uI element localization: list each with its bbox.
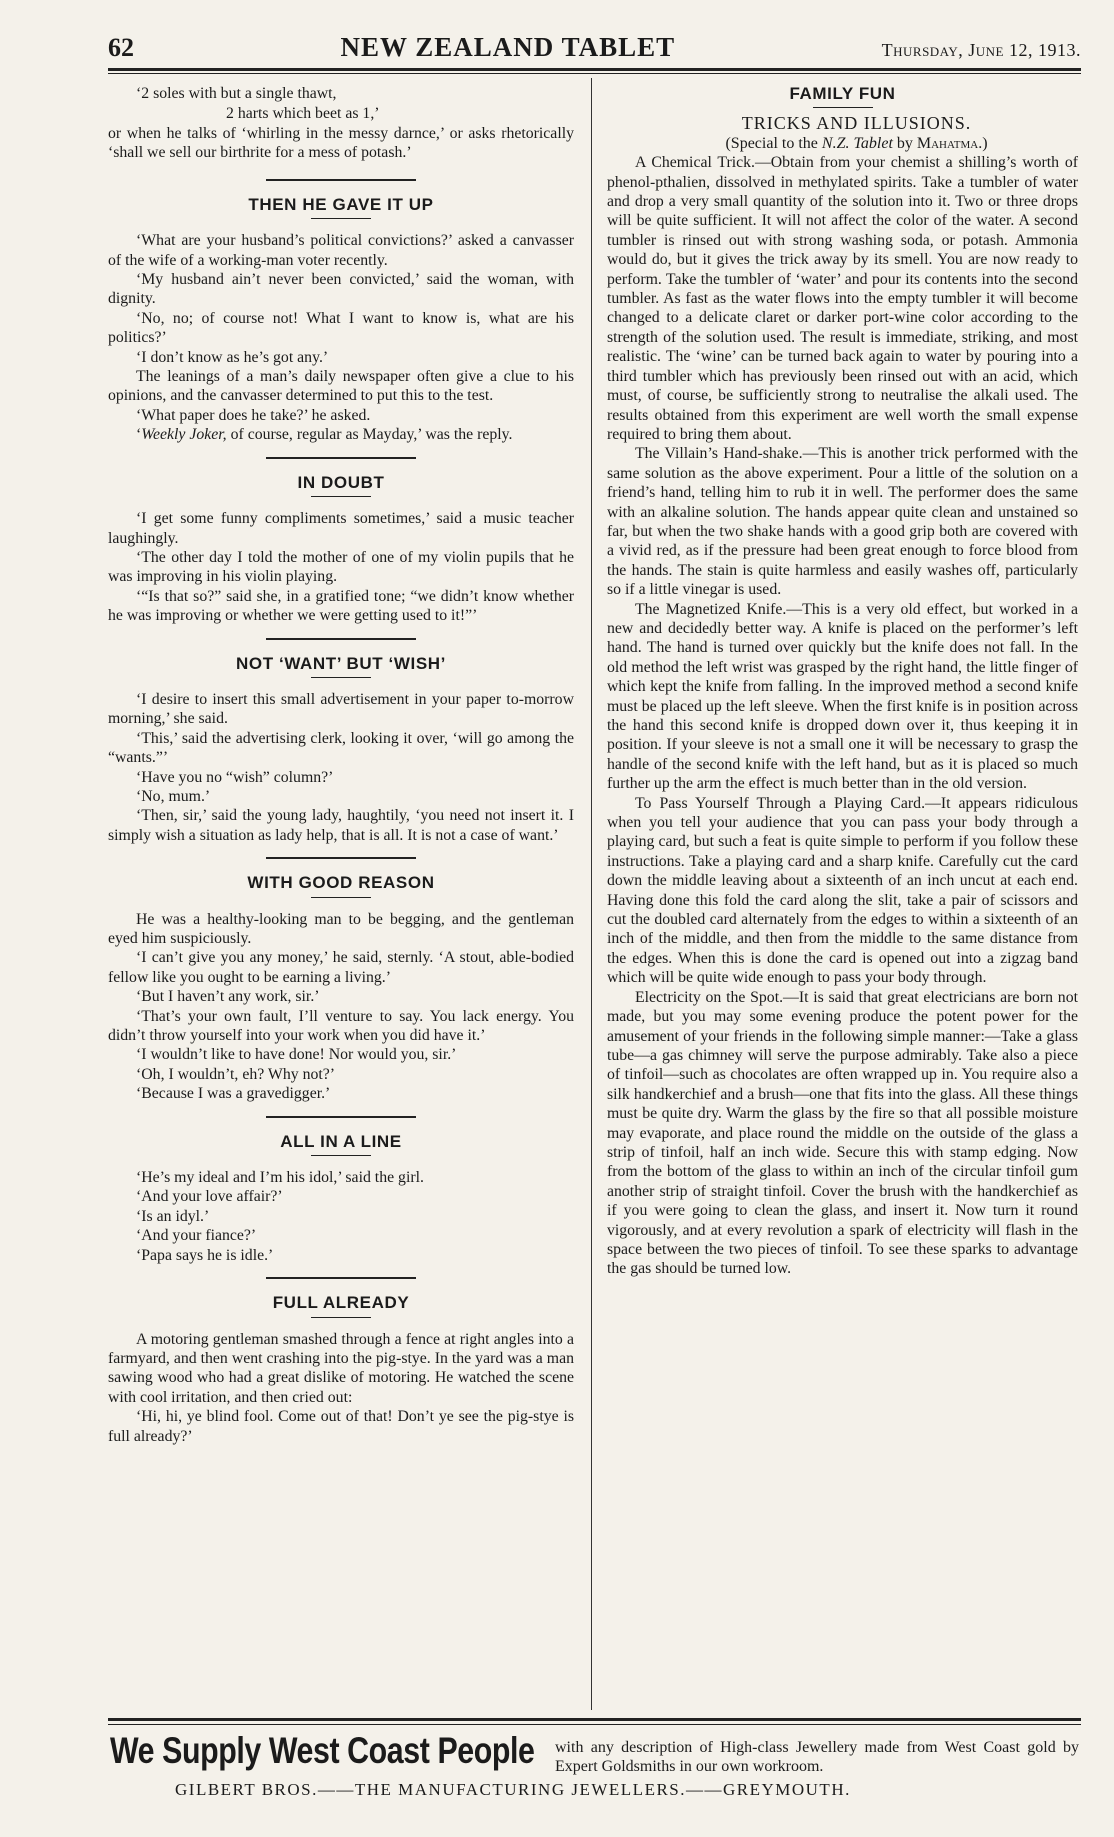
paragraph: The Villain’s Hand-shake.—This is another trick performed with the same solution as the above experiment. Pour a little of the solution on a friend’s hand, telling him to rub it in well. The performer does the same with an alkaline solution. The hands appear quite clean and unstained so far, but when the two shake hands with a good grip both are covered with a vivid red, as if the pressure had been great enough to force blood from the hands. The stain is quite harmless and easily washes off, particularly so if a little vinegar is used. [607,445,1078,599]
paragraph: ‘I can’t give you any money,’ he said, sternly. ‘A stout, able-bodied fellow like you ought to be earning a living.’ [108,949,574,986]
paragraph: ‘Papa says he is idle.’ [136,1246,274,1264]
paragraph: ‘He’s my ideal and I’m his idol,’ said the girl. [136,1169,424,1187]
column-divider [591,78,592,1710]
paragraph: To Pass Yourself Through a Playing Card.—It appears ridiculous when you tell your audience that you can pass your body through a playing card, but such a feat is quite simple to perform if you follow these instructions. Take a playing card and a sharp knife. Carefully cut the card down the middle leaving about a sixteenth of an inch uncut at each end. Having done this fold the card along the slit, take a pair of scissors and cut the doubled card alternately from the edges to within a sixteenth of an inch of the middle, and then from the middle to the same distance from the edges. When this is done the card is opened out into a zigzag band which will be quite wide enough to pass your body through. [607,794,1078,987]
intro-paragraph: or when he talks of ‘whirling in the messy darnce,’ or asks rhetorically ‘shall we sell our birthrite for a mess of potash.’ [108,125,574,162]
page-number: 62 [108,33,134,62]
paragraph: ‘And your love affair?’ [136,1188,283,1206]
header-rule-thin [108,73,1081,74]
paragraph: ‘I don’t know as he’s got any.’ [136,348,329,366]
paragraph: The leanings of a man’s daily newspaper often give a clue to his opinions, and the canvasser determined to put this to the test. [108,368,574,405]
advert-rule [108,1718,1081,1721]
paragraph: ‘And your fiance?’ [136,1227,257,1245]
paragraph: ‘Weekly Joker, of course, regular as Mayday,’ was the reply. [136,426,513,444]
paragraph: The Magnetized Knife.—This is a very old effect, but worked in a new and decidedly better way. A knife is placed on the performer’s left hand. The hand is turned over quickly but the knife does not fall. In the old method the left wrist was grasped by the right hand, the little finger of which kept the knife from falling. In the improved method a second knife must be placed up the left sleeve. When the first knife is in position across the hand this second knife is dropped down over it, thus keeping it in position. If your sleeve is not a small one it will be necessary to grasp the handle of the second knife with the left hand, but as it is placed so much further up the arm the effect is much better than in the old version. [607,600,1078,793]
article-credit: (Special to the N.Z. Tablet by Mahatma.) [725,134,988,152]
paragraph: ‘Oh, I wouldn’t, eh? Why not?’ [136,1065,336,1083]
section-title: THEN HE GAVE IT UP [248,194,434,214]
advert-footer: GILBERT BROS.——THE MANUFACTURING JEWELLERS.——GREYMOUTH. [175,1780,851,1799]
paragraph: ‘Then, sir,’ said the young lady, haughtily, ‘you need not insert it. I simply wish a situation as lady help, that is all. It is not a case of want.’ [108,807,574,844]
section-title: NOT ‘WANT’ BUT ‘WISH’ [236,653,446,673]
paragraph: ‘“Is that so?” said she, in a gratified tone; “we didn’t know whether he was improving or whether we were getting used to it!”’ [108,587,574,625]
paragraph: He was a healthy-looking man to be begging, and the gentleman eyed him suspiciously. [108,910,574,947]
advert-description: with any description of High-class Jewellery made from West Coast gold by Expert Goldsmiths in our own workroom. [555,1739,1079,1775]
paragraph: ‘I desire to insert this small advertisement in your paper to-morrow morning,’ she said. [108,690,574,728]
dateline: Thursday, June 12, 1913. [881,40,1081,60]
paragraph: ‘I get some funny compliments sometimes,’ said a music teacher laughingly. [108,510,574,547]
article-subtitle: TRICKS AND ILLUSIONS. [741,113,972,134]
paragraph: ‘Hi, hi, ye blind fool. Come out of that! Don’t ye see the pig-stye is full already?’ [108,1408,574,1445]
masthead: NEW ZEALAND TABLET [340,32,676,62]
section-title: ALL IN A LINE [280,1131,402,1151]
header-rule [108,68,1081,71]
page-header [108,32,1081,68]
paragraph: ‘What are your husband’s political convictions?’ asked a canvasser of the wife of a working-man voter recently. [108,232,574,269]
section-title: FULL ALREADY [272,1293,410,1313]
column-title: FAMILY FUN [789,84,896,103]
section-title: IN DOUBT [297,472,385,492]
paragraph: ‘But I haven’t any work, sir.’ [136,988,320,1006]
paragraph: ‘I wouldn’t like to have done! Nor would you, sir.’ [136,1046,457,1064]
intro-verse-line: ‘2 soles with but a single thawt, [136,85,337,102]
intro-verse-line: 2 harts which beet as 1,’ [226,105,380,122]
paragraph: A Chemical Trick.—Obtain from your chemist a shilling’s worth of phenol-pthalien, dissolved in methylated spirits. Take a tumbler of water and drop a very small quantity of the solution into it. Two or three drops will be quite sufficient. It will not affect the color of the water. A second tumbler is rinsed out with strong washing soda, or potash. Ammonia would do, but it gives the trick away by its smell. You are now ready to perform. Take the tumbler of ‘water’ and pour its contents into the second tumbler. As fast as the water flows into the empty tumbler it will become changed to a delicate claret or darker port-wine color according to the strength of the solution used. The result is immediate, striking, and most realistic. The ‘wine’ can be turned back again to water by pouring into a third tumbler which has previously been rinsed out with an acid, which must, of course, be sufficiently strong to neutralise the alkali used. The results obtained from this experiment are well worth the small expense required to bring them about. [607,154,1078,443]
paragraph: Electricity on the Spot.—It is said that great electricians are born not made, but you may some evening produce the potent power for the amusement of your friends in the following simple manner:—Take a glass tube—a gas chimney will serve the purpose admirably. Take also a piece of tinfoil—such as chocolates are often wrapped up in. You require also a silk handkerchief and a brush—one that fits into the glass. All these things must be quite dry. Warm the glass by the fire so that all possible moisture may evaporate, and place round the middle on the outside of the glass a strip of tinfoil, half an inch wide. Secure this with stamp edging. Now from the bottom of the glass to within an inch of the circular tinfoil gum another strip of straight tinfoil. Cover the brush with the handkerchief as if you were going to clean the glass, and insert it. Now turn it round vigorously, and at every revolution a spark of electricity will flash in the space between the two pieces of tinfoil. To see these sparks to advantage the gas should be turned low. [607,988,1078,1278]
advert-headline: We Supply West Coast People [110,1730,535,1771]
paragraph: ‘Because I was a gravedigger.’ [136,1085,331,1103]
left-column [108,84,574,1446]
paragraph: ‘Have you no “wish” column?’ [136,768,334,786]
paragraph: ‘No, no; of course not! What I want to know is, what are his politics?’ [108,309,574,347]
paragraph: ‘This,’ said the advertising clerk, looking it over, ‘will go among the “wants.”’ [108,729,574,767]
section-title: WITH GOOD REASON [247,873,435,893]
publication-name: Weekly Joker, [141,426,227,444]
paragraph: ‘That’s your own fault, I’ll venture to say. You lack energy. You didn’t throw yourself into your work when you did have it.’ [108,1007,574,1045]
paragraph: A motoring gentleman smashed through a fence at right angles into a farmyard, and then went crashing into the pig-stye. In the yard was a man sawing wood who had a great dislike of motoring. He watched the scene with cool irritation, and then cried out: [108,1330,574,1406]
paragraph: ‘Is an idyl.’ [136,1207,210,1225]
paragraph: ‘No, mum.’ [136,787,211,805]
paragraph: ‘What paper does he take?’ he asked. [136,406,371,424]
paragraph: ‘My husband ain’t never been convicted,’ said the woman, with dignity. [108,271,574,308]
right-column [607,84,1078,1279]
advert-rule-thin [108,1724,1081,1725]
paragraph: ‘The other day I told the mother of one of my violin pupils that he was improving in his violin playing. [108,548,574,586]
